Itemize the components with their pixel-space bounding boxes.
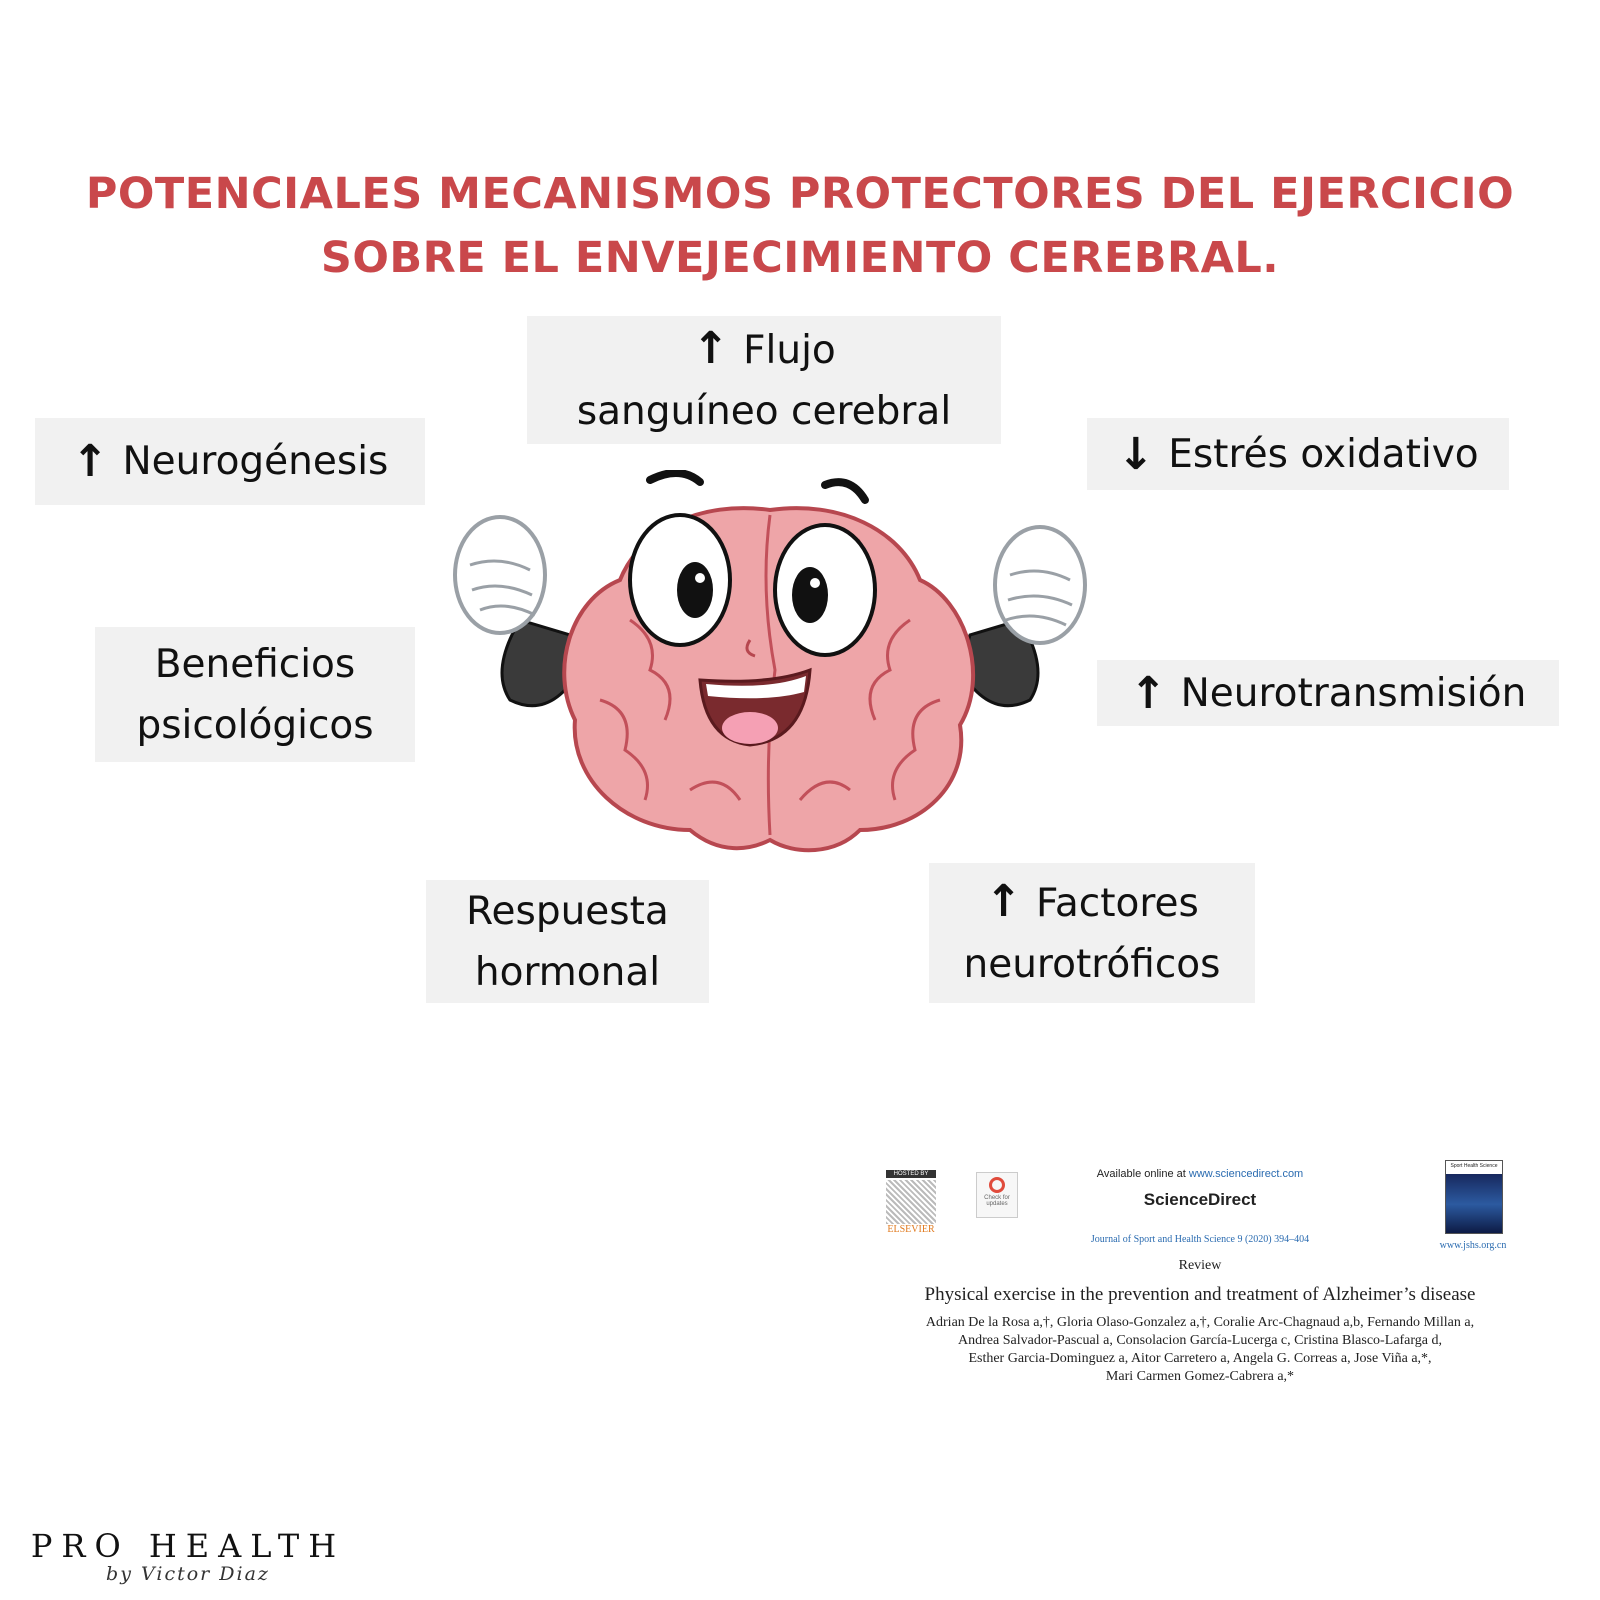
mechanism-label: Neurogénesis [122, 439, 389, 484]
journal-citation: Journal of Sport and Health Science 9 (2020) 394–404 [1090, 1234, 1310, 1245]
left-eyebrow [650, 473, 700, 482]
right-pupil [792, 567, 828, 623]
mechanism-label: Estrés oxidativo [1168, 431, 1479, 477]
arrow-up-icon: ↑ [692, 323, 730, 374]
brand-name: PRO HEALTH [30, 1527, 346, 1565]
mechanism-label-line2: sanguíneo cerebral [576, 389, 952, 434]
sciencedirect-logo: ScienceDirect [1143, 1190, 1257, 1209]
mechanism-estres-oxidativo [1087, 418, 1509, 490]
mechanism-neurogenesis [35, 418, 425, 505]
elsevier-logo: HOSTED BY ELSEVIER [887, 1171, 935, 1235]
arrow-down-icon: ↓ [1117, 428, 1155, 480]
article-title: Physical exercise in the prevention and treatment of Alzheimer’s disease [924, 1284, 1476, 1305]
title-line-2: SOBRE EL ENVEJECIMIENTO CEREBRAL. [320, 233, 1280, 283]
arrow-up-icon: ↑ [985, 876, 1023, 927]
mechanism-flujo-sanguineo [527, 316, 1001, 444]
mechanism-factores-neurotroficos [929, 863, 1255, 1003]
article-authors: Adrian De la Rosa a,†, Gloria Olaso-Gonzalez a,†, Coralie Arc-Chagnaud a,b, Fernando Millan a, Andrea Salvador-Pascual a, Consolacion García-Lucerga c, Cristina Blasco-Lafarga d, Esther Garcia-Dominguez a, Aitor Carretero a, Angela G. Correas a, Jose Viña a,*, Mari Carmen Gomez-Cabrera a,* [925, 1315, 1475, 1384]
page-title [0, 162, 1600, 290]
journal-cover: Sport Health Science [1445, 1160, 1503, 1234]
mechanism-label: Flujo [743, 328, 836, 373]
brain-mascot-illustration [450, 470, 1090, 870]
mechanism-label-line2: hormonal [474, 949, 661, 995]
mechanism-label: Neurotransmisión [1180, 670, 1527, 716]
title-line-1: POTENCIALES MECANISMOS PROTECTORES DEL EJERCICIO [85, 169, 1515, 219]
mechanism-respuesta-hormonal [426, 880, 709, 1003]
mechanism-label: Factores [1036, 881, 1199, 926]
check-for-updates-badge: Check for updates [976, 1172, 1018, 1218]
left-glove [455, 517, 545, 633]
available-online: Available online at www.sciencedirect.com [1096, 1168, 1304, 1180]
journal-url: www.jshs.org.cn [1439, 1240, 1507, 1251]
brand-logo [18, 1527, 358, 1585]
paper-reference [880, 1160, 1520, 1400]
tongue [722, 712, 778, 744]
mechanism-label-line2: neurotróficos [963, 942, 1221, 987]
mechanism-label-line2: psicológicos [136, 702, 374, 748]
left-pupil [677, 562, 713, 618]
bookmark-icon [989, 1177, 1005, 1193]
mechanism-beneficios-psicologicos [95, 627, 415, 762]
brand-byline: by Victor Diaz [106, 1563, 270, 1585]
mechanism-label: Beneficios [154, 641, 356, 687]
article-type: Review [1178, 1258, 1222, 1273]
arrow-up-icon: ↑ [71, 436, 109, 487]
arrow-up-icon: ↑ [1129, 667, 1167, 719]
mechanism-label: Respuesta [466, 888, 669, 934]
right-glove [995, 527, 1085, 643]
mechanism-neurotransmision [1097, 660, 1559, 726]
right-eyebrow [825, 482, 865, 500]
elsevier-tree-icon [886, 1180, 936, 1224]
